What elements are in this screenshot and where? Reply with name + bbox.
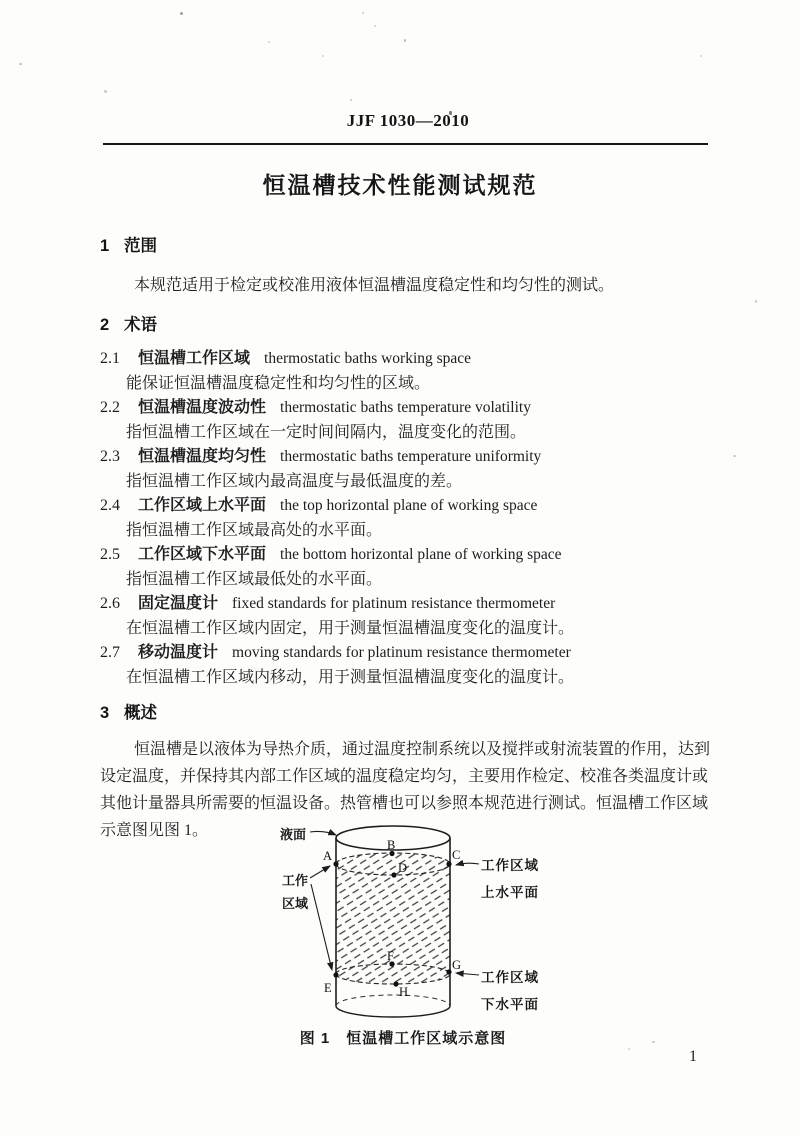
term-name-en: the bottom horizontal plane of working space <box>280 546 562 563</box>
section-3-paragraph-line: 设定温度，并保持其内部工作区域的温度稳定均匀，主要用作检定、校准各类温度计或 <box>100 767 709 785</box>
scan-speck <box>350 99 352 101</box>
point-a-dot <box>333 861 338 866</box>
section-1-number: 1 <box>100 237 110 255</box>
point-g-label: G <box>452 958 462 972</box>
term-number: 2.1 <box>100 350 120 367</box>
term-entry <box>100 445 714 494</box>
point-a-label: A <box>323 849 333 863</box>
term-name-zh: 移动温度计 <box>138 644 219 661</box>
term-number: 2.7 <box>100 644 120 661</box>
section-3-title: 概述 <box>124 704 157 722</box>
term-name-en: thermostatic baths temperature volatility <box>280 399 531 416</box>
term-number: 2.5 <box>100 546 120 563</box>
term-title-line <box>100 592 714 617</box>
section-3-paragraph-line: 其他计量器具所需要的恒温设备。热管槽也可以参照本规范进行测试。恒温槽工作区域 <box>100 794 709 812</box>
term-name-en: the top horizontal plane of working space <box>280 497 538 514</box>
term-entry <box>100 543 714 592</box>
section-3-heading <box>100 703 714 724</box>
section-1-paragraph: 本规范适用于检定或校准用液体恒温槽温度稳定性和均匀性的测试。 <box>134 277 615 294</box>
term-definition: 指恒温槽工作区域最高处的水平面。 <box>126 521 383 539</box>
working-region-leader-bottom <box>311 884 332 970</box>
point-f-label: F <box>387 949 394 963</box>
term-definition: 指恒温槽工作区域最低处的水平面。 <box>126 570 383 588</box>
scan-speck <box>322 55 324 57</box>
term-name-zh: 恒温槽温度均匀性 <box>138 448 267 465</box>
term-number: 2.6 <box>100 595 120 612</box>
term-name-en: fixed standards for platinum resistance thermometer <box>232 595 556 612</box>
point-d-label: D <box>398 861 408 875</box>
top-plane-label-line2: 上水平面 <box>481 885 539 900</box>
term-name-zh: 恒温槽温度波动性 <box>138 399 267 416</box>
term-entry <box>100 396 714 445</box>
section-1-heading <box>100 236 714 257</box>
section-3-paragraph-line: 示意图见图 1。 <box>100 821 209 839</box>
term-name-zh: 固定温度计 <box>138 595 219 612</box>
section-1-title: 范围 <box>124 237 157 255</box>
bottom-plane-label-line2: 下水平面 <box>481 997 539 1012</box>
point-e-dot <box>333 972 338 977</box>
cylinder-bottom-back <box>336 995 450 1006</box>
term-name-zh: 恒温槽工作区域 <box>138 350 251 367</box>
term-title-line <box>100 445 714 470</box>
term-name-zh: 工作区域上水平面 <box>138 497 267 514</box>
point-c-dot <box>446 861 451 866</box>
term-entry <box>100 592 714 641</box>
point-c-label: C <box>452 848 461 862</box>
bottom-plane-arrow <box>456 973 479 975</box>
document-title: 恒温槽技术性能测试规范 <box>262 172 538 198</box>
scan-speck <box>19 63 22 65</box>
scan-speck <box>628 1048 630 1050</box>
scan-speck <box>733 455 736 457</box>
working-region-leader-top <box>310 866 330 878</box>
section-2-title: 术语 <box>124 316 157 334</box>
scan-speck <box>104 90 107 93</box>
point-b-label: B <box>387 838 396 852</box>
scan-speck <box>362 12 364 14</box>
term-definition: 指恒温槽工作区域在一定时间间隔内，温度变化的范围。 <box>126 423 527 441</box>
liquid-surface-label: 液面 <box>280 827 307 842</box>
term-name-en: thermostatic baths working space <box>264 350 472 367</box>
point-d-dot <box>391 872 396 877</box>
point-g-dot <box>446 969 451 974</box>
section-3-paragraph-line: 恒温槽是以液体为导热介质，通过温度控制系统以及搅拌或射流装置的作用，达到 <box>134 741 711 758</box>
section-3-number: 3 <box>100 704 110 722</box>
bottom-plane-label-line1: 工作区域 <box>481 970 539 985</box>
scan-speck <box>268 41 270 43</box>
working-region-label-line1: 工作 <box>282 873 309 888</box>
section-2-heading <box>100 315 714 336</box>
point-e-label: E <box>324 981 332 995</box>
document-number: JJF 1030—2010 <box>346 111 470 130</box>
figure-1-caption: 图 1 恒温槽工作区域示意图 <box>299 1030 507 1047</box>
point-h-dot <box>393 981 398 986</box>
top-plane-arrow <box>456 863 479 865</box>
scan-speck <box>700 55 702 57</box>
term-title-line <box>100 543 714 568</box>
term-number: 2.4 <box>100 497 120 514</box>
term-entry <box>100 347 714 396</box>
scan-speck <box>404 39 406 42</box>
term-entry <box>100 494 714 543</box>
term-title-line <box>100 494 714 519</box>
working-region-label-line2: 区域 <box>282 896 309 911</box>
section-2-number: 2 <box>100 316 110 334</box>
scan-speck <box>180 12 183 15</box>
terms-list <box>100 347 714 690</box>
term-name-en: moving standards for platinum resistance thermometer <box>232 644 571 661</box>
body-column <box>100 228 714 845</box>
term-title-line <box>100 396 714 421</box>
term-number: 2.3 <box>100 448 120 465</box>
term-definition: 能保证恒温槽温度稳定性和均匀性的区域。 <box>126 374 431 392</box>
page-number: 1 <box>689 1048 697 1065</box>
term-title-line <box>100 347 714 372</box>
term-definition: 指恒温槽工作区域内最高温度与最低温度的差。 <box>126 472 463 490</box>
term-definition: 在恒温槽工作区域内固定，用于测量恒温槽温度变化的温度计。 <box>126 619 575 637</box>
point-h-label: H <box>399 985 409 999</box>
figure-1-diagram <box>268 818 568 1025</box>
cylinder-bottom-front <box>336 1006 450 1017</box>
scan-speck <box>755 300 757 303</box>
scan-speck <box>374 25 376 27</box>
term-name-en: thermostatic baths temperature uniformity <box>280 448 542 465</box>
term-definition: 在恒温槽工作区域内移动，用于测量恒温槽温度变化的温度计。 <box>126 668 575 686</box>
header-rule <box>103 143 708 145</box>
top-plane-label-line1: 工作区域 <box>481 858 539 873</box>
term-number: 2.2 <box>100 399 120 416</box>
term-entry <box>100 641 714 690</box>
term-name-zh: 工作区域下水平面 <box>138 546 267 563</box>
liquid-surface-arrow <box>310 831 336 835</box>
term-title-line <box>100 641 714 666</box>
